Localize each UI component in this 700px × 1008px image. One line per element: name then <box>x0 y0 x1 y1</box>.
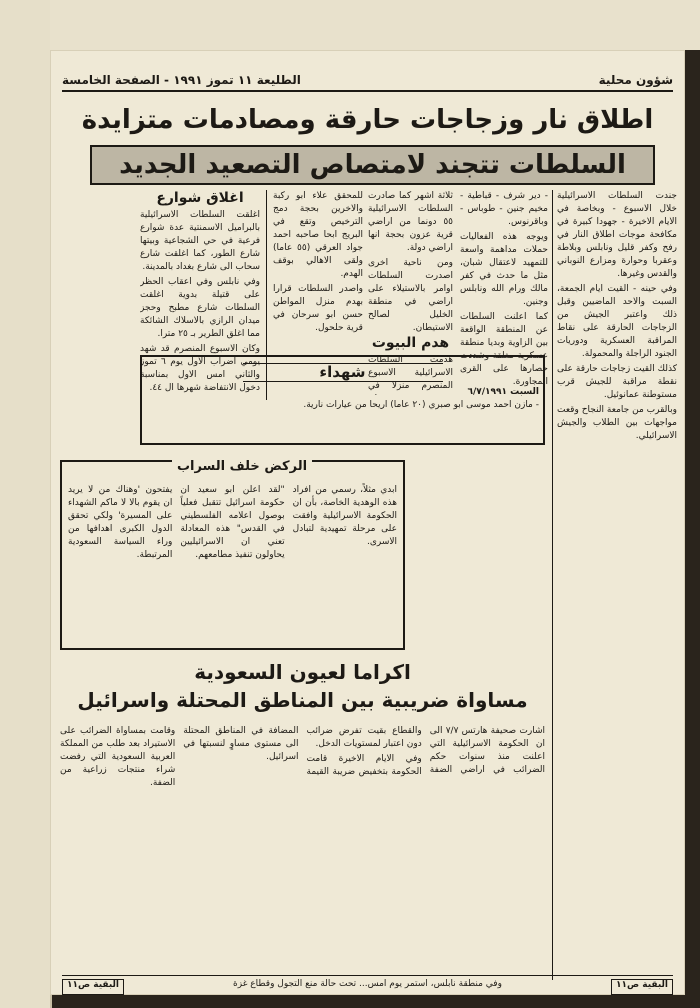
paragraph: وقامت بمساواة الضرائب على الاستيراد بعد طلب من المملكة العربية السعودية التي رفضت شراء منتجات زراعية من الضفة. <box>60 726 176 788</box>
martyrs-box <box>140 355 545 445</box>
martyrs-entry: - مازن احمد موسى ابو صبري (٢٠ عاما) اريحا من عيارات نارية. <box>303 400 539 410</box>
continued-label: البقية ص١١ <box>611 979 673 995</box>
paragraph: للمحقق علاء ابو ركبة والاخرين بحجة دمج الترخيص وتقع في البريج ابحا صاحبه احمد جواد العرقي (٥٥ عاما) ولقى الاهالي بوقف الهدم. <box>273 191 363 279</box>
subhead-house-demolition: هدم البيوت <box>371 335 450 351</box>
paragraph: هدمت السلطات الاسرائيلية الاسبوع المنصرم منزلا في <box>368 355 453 391</box>
paragraph: كذلك القيت زجاجات حارقة على نقطة مراقبة للجيش قرب مستوطنة عمانوئيل. <box>557 364 677 400</box>
race-paragraph: ابدي مثلاً، رسمي من افراد هذه الوهدية الخاصة، بأن ان الحكومة الاسرائيلية وافقت على مرحلة تمهيدية لتبادل الاسرى. <box>292 485 397 547</box>
race-title: الركض خلف السراب <box>172 460 312 473</box>
paragraph: - دير شرف - قباطية - مخيم جنين - طوباس - وباقرنوس. <box>460 191 548 227</box>
sub-headline-2: مساواة ضريبية بين المناطق المحتلة واسرائيل <box>77 688 528 712</box>
martyrs-date: السبت ٦/٧/١٩٩١ <box>467 387 539 397</box>
paragraph: وفي حينه - القيت ايام الجمعة، السبت والاحد الماضيين وقبل ذلك واعتبر الجيش من الزجاجات الحارقة على نقاط المراقبة العسكرية ودوريات الجنود الراجلة والمحمولة. <box>557 284 677 359</box>
page-footer <box>62 975 673 995</box>
paragraph: ومن ناحية اخرى اصدرت السلطات اوامر بالاستيلاء على اراضي في منطقة الخليل لصالح الاستيطان. <box>368 258 453 333</box>
race-box <box>60 460 405 650</box>
banner-text: السلطات تتجند لامتصاص التصعيد الجديد <box>119 150 626 180</box>
continued-label: البقية ص١١ <box>62 979 124 995</box>
paragraph: واصدر السلطات قرارا بهدم منزل المواطن حسن ابو سرحان في قرية حلحول. <box>273 284 363 333</box>
paragraph: وبالقرب من جامعة النجاح وقعت مواجهات بين الطلاب والجيش الاسرائيلي. <box>557 405 677 441</box>
paragraph: ويوجه هذه الفعاليات حملات مداهمة واسعة للتمهيد لاعتقال شبان، مثل ما حدث في كفر مالك ورام الله ونابلس وجنين. <box>460 232 548 307</box>
footer-text: وفي منطقة نابلس، استمر يوم امس... تحت حالة منع التجول وقطاع غزة <box>233 979 502 989</box>
main-headline: اطلاق نار وزجاجات حارقة ومصادمات متزايدة <box>81 105 654 135</box>
paragraph: وفي نابلس وفي اعقاب الحظر على قتيلة بدوية اغلقت السلطات شارع مطبح وحجز ميدان الرازي بالاسلاك الشائكة مما اغلق الطرير بـ ٢٥ مترا. <box>140 277 260 339</box>
section-label: شؤون محلية <box>598 73 673 87</box>
paragraph: جندت السلطات الاسرائيلية خلال الاسبوع - وبخاصة في الايام الاخيرة - جهودا كبيرة في مكافحة موجات اطلاق النار في رفح وكفر قليل ونابلس وبلاطة وعقربا وحوارة ومزارع النوباني والقدس وغيرها. <box>557 191 677 279</box>
paragraph: وكان الاسبوع المنصرم قد شهد يومي اضراب الاول يوم ٦ تموز والثاني امس الاول بمناسبة دخول الانتفاضة شهرها ال ٤٤. <box>140 344 260 393</box>
race-paragraph: "لقد اعلن ابو سعيد ان حكومة اسرائيل تتقبل فعلياً بوصول اعلامه الفلسطيني في القدس" هذه المعادلة تعني ان الاسرائيليين يحاولون تنفيذ مطامعهم. <box>180 485 285 560</box>
paragraph: كما اعلنت السلطات عن المنطقة الواقعة بين الزاوية وبديا منطقة عسكرية مغلقة وشددت حصارها على القرى المجاورة. <box>460 312 548 387</box>
subhead-road-closures: اغلاق شوارع <box>156 190 244 206</box>
paragraph: اغلقت السلطات الاسرائيلية بالبراميل الاسمنتية عدة شوارع فرعية في حي الشجاعية وبيتها شارع الطور، كما اغلقت شارع سحاب الى شارع بغداد بالمدينة. <box>140 210 260 272</box>
race-paragraph: يفتحون 'وهناك من لا يريد ان يقوم بالا لا ماكم الشهداء على المسيرة' ولكي تحقق الدول الكبرى اهدافها من وراء السياسة السعودية المرتبطة. <box>68 485 173 560</box>
page-header <box>62 70 673 92</box>
race-columns <box>68 484 397 562</box>
issue-label: الطليعة ١١ تموز ١٩٩١ - الصفحة الخامسة <box>62 73 301 87</box>
banner-headline <box>90 145 655 185</box>
column-divider <box>552 190 553 980</box>
top-margin <box>50 0 700 50</box>
paragraph: ثلاثة اشهر كما صادرت السلطات الاسرائيلية ٥٥ دونما من اراضي قرية عزون بحجة انها اراضي دولة. <box>368 191 453 253</box>
column-bottom <box>60 725 545 980</box>
column-right <box>557 190 677 980</box>
sub-headline-1: اكراما لعيون السعودية <box>194 660 411 684</box>
martyrs-title: شهداء <box>243 363 443 382</box>
paragraph: اشارت صحيفة هارتس ٧/٧ الى ان الحكومة الاسرائيلية التي اعلنت منذ سنوات حكم الضرائب في اراضي الضفة والقطاع بقيت تفرض ضرائب دون اعتبار لمستويات الدخل. <box>306 726 545 775</box>
binding-strip <box>0 0 52 1008</box>
newspaper-page <box>50 50 685 995</box>
paragraph: وفي الايام الاخيرة قامت الحكومة بتخفيض ضريبة القيمة المضافة في المناطق المحتلة الى مستوى مساوٍ لنسبتها في اسرائيل. <box>183 726 422 777</box>
